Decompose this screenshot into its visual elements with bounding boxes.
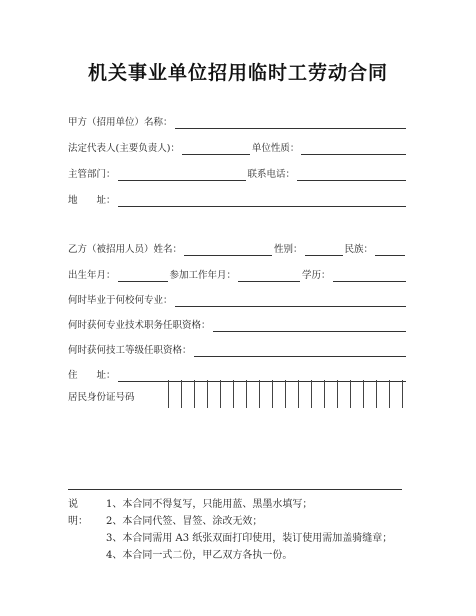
id-box-divider	[337, 380, 338, 408]
birth-field[interactable]	[118, 269, 168, 282]
id-box-divider	[246, 380, 247, 408]
id-box-divider	[285, 380, 286, 408]
address-a-field[interactable]	[118, 194, 406, 207]
ethnicity-label: 民族：	[344, 244, 374, 255]
id-box-divider	[233, 380, 234, 408]
id-number-label: 居民身份证号码	[68, 392, 135, 403]
legal-rep-field[interactable]	[182, 142, 250, 155]
document-title: 机关事业单位招用临时工劳动合同	[87, 62, 388, 84]
dept-label: 主管部门：	[68, 169, 116, 180]
id-box-divider	[389, 380, 390, 408]
dept-field[interactable]	[118, 168, 246, 181]
work-start-field[interactable]	[238, 269, 300, 282]
ethnicity-field[interactable]	[375, 243, 405, 256]
note-item: 3、本合同需用 A3 纸张双面打印使用，装订使用需加盖骑缝章；	[106, 533, 393, 544]
id-box-divider	[181, 380, 182, 408]
phone-field[interactable]	[297, 168, 406, 181]
note-item: 2、本合同代签、冒签、涂改无效；	[106, 516, 263, 527]
employer-row	[68, 113, 408, 129]
id-box-divider	[311, 380, 312, 408]
graduation-field[interactable]	[175, 294, 406, 307]
skill-level-field[interactable]	[194, 344, 406, 357]
id-box-divider	[363, 380, 364, 408]
id-box-divider	[168, 380, 169, 408]
id-number-row	[68, 380, 408, 410]
dept-row	[68, 165, 408, 181]
id-box-divider	[220, 380, 221, 408]
notes-divider	[68, 489, 402, 490]
unit-nature-label: 单位性质：	[251, 143, 300, 154]
id-box-divider	[324, 380, 325, 408]
id-number-boxes[interactable]	[168, 380, 408, 410]
employer-field[interactable]	[175, 116, 406, 129]
education-label: 学历：	[302, 270, 331, 281]
unit-nature-field[interactable]	[301, 142, 406, 155]
skill-level-label: 何时获何技工等级任职资格：	[68, 345, 192, 356]
phone-label: 联系电话：	[247, 169, 296, 180]
id-box-divider	[402, 380, 403, 408]
address-a-label: 地 址：	[68, 195, 116, 206]
residence-label: 住 址：	[68, 370, 116, 381]
notes-heading: 说明：	[68, 499, 88, 527]
id-box-divider	[376, 380, 377, 408]
id-box-divider	[272, 380, 273, 408]
tech-title-row	[68, 316, 408, 332]
id-box-divider	[194, 380, 195, 408]
id-box-divider	[298, 380, 299, 408]
name-field[interactable]	[184, 243, 272, 256]
gender-field[interactable]	[305, 243, 343, 256]
note-item: 4、本合同一式二份，甲乙双方各执一份。	[106, 550, 293, 561]
name-label: 乙方（被招用人员）姓名：	[68, 244, 183, 255]
skill-level-row	[68, 341, 408, 357]
birth-row	[68, 266, 408, 282]
work-start-label: 参加工作年月：	[169, 270, 237, 281]
education-field[interactable]	[333, 269, 406, 282]
employer-label: 甲方（招用单位）名称：	[68, 117, 173, 128]
tech-title-label: 何时获何专业技术职务任职资格：	[68, 320, 211, 331]
name-row	[68, 240, 408, 256]
tech-title-field[interactable]	[213, 319, 406, 332]
legal-rep-label: 法定代表人(主要负责人)：	[68, 143, 180, 154]
id-box-divider	[207, 380, 208, 408]
id-box-divider	[350, 380, 351, 408]
legal-rep-row	[68, 139, 408, 155]
note-item: 1、本合同不得复写，只能用蓝、黑墨水填写；	[106, 499, 313, 510]
birth-label: 出生年月：	[68, 270, 116, 281]
gender-label: 性别：	[274, 244, 303, 255]
graduation-row	[68, 291, 408, 307]
id-box-divider	[259, 380, 260, 408]
graduation-label: 何时毕业于何校何专业：	[68, 295, 173, 306]
address-a-row	[68, 191, 408, 207]
